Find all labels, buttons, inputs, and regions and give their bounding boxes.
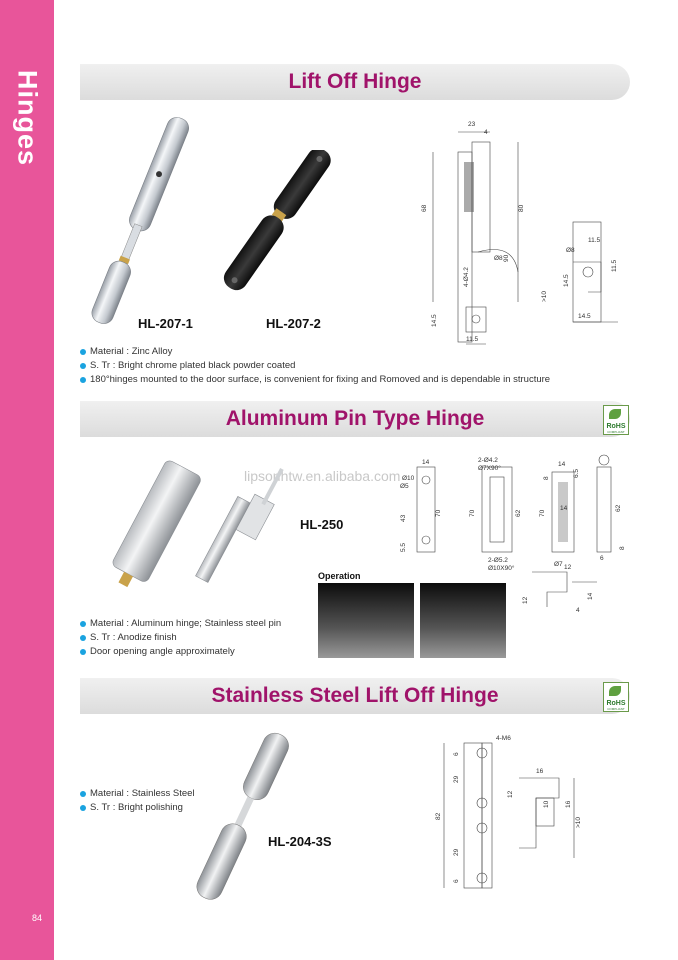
section-title: Lift Off Hinge (288, 70, 422, 93)
spec-item: Door opening angle approximately (80, 645, 281, 659)
svg-text:70: 70 (469, 509, 476, 517)
svg-text:14.5: 14.5 (563, 274, 570, 287)
svg-text:11.5: 11.5 (611, 259, 618, 272)
watermark: lipsonhtw.en.alibaba.com (244, 468, 401, 484)
svg-text:Ø8: Ø8 (566, 247, 575, 254)
svg-text:14: 14 (422, 459, 430, 466)
svg-text:90: 90 (503, 254, 510, 262)
svg-text:4: 4 (484, 129, 488, 136)
operation-photo-closed (318, 583, 414, 658)
svg-text:>10: >10 (575, 816, 582, 828)
svg-text:2-Ø4.2: 2-Ø4.2 (478, 457, 498, 464)
technical-drawing-lift-off (418, 112, 638, 352)
model-label-hl-250: HL-250 (300, 517, 344, 532)
svg-text:5.5: 5.5 (400, 542, 407, 552)
svg-text:Ø7: Ø7 (554, 561, 563, 568)
leaf-icon (609, 686, 621, 696)
section-title: Stainless Steel Lift Off Hinge (211, 684, 499, 707)
leaf-icon (609, 409, 621, 419)
svg-text:6: 6 (453, 879, 460, 883)
svg-text:>10: >10 (541, 290, 548, 302)
section-bar-stainless (80, 678, 630, 714)
svg-text:14: 14 (558, 461, 566, 468)
svg-text:14.5: 14.5 (578, 313, 591, 320)
svg-text:11.5: 11.5 (588, 237, 601, 244)
category-title: Hinges (12, 69, 43, 167)
product-image-hl-250 (92, 450, 292, 620)
svg-text:14: 14 (560, 505, 568, 512)
section-bar-aluminum-pin (80, 401, 630, 437)
svg-text:8: 8 (619, 546, 626, 550)
svg-text:6.5: 6.5 (573, 468, 580, 478)
model-label-hl-207-1: HL-207-1 (138, 316, 193, 331)
product-image-hl-204-3s (150, 725, 330, 905)
spec-list-lift-off (80, 345, 550, 387)
svg-text:Ø5: Ø5 (400, 483, 409, 490)
svg-text:29: 29 (453, 775, 460, 783)
spec-item: S. Tr : Anodize finish (80, 631, 281, 645)
svg-text:6: 6 (453, 752, 460, 756)
svg-text:29: 29 (453, 848, 460, 856)
rohs-badge: RoHS COMPLIANT (603, 682, 629, 712)
svg-text:23: 23 (468, 121, 476, 128)
svg-text:4-Ø4.2: 4-Ø4.2 (463, 267, 470, 287)
spec-item: Material : Aluminum hinge; Stainless steel pin (80, 617, 281, 631)
svg-text:62: 62 (615, 504, 622, 512)
svg-text:80: 80 (518, 204, 525, 212)
svg-text:43: 43 (400, 514, 407, 522)
page-number: 84 (32, 913, 43, 923)
svg-text:8: 8 (543, 476, 550, 480)
operation-label: Operation (318, 571, 361, 581)
technical-drawing-stainless (424, 728, 604, 893)
svg-text:12: 12 (522, 596, 529, 604)
svg-text:10: 10 (543, 800, 550, 808)
svg-text:Ø7X90°: Ø7X90° (478, 465, 501, 472)
rohs-badge: RoHS COMPLIANT (603, 405, 629, 435)
svg-text:14: 14 (587, 592, 594, 600)
svg-text:2-Ø5.2: 2-Ø5.2 (488, 557, 508, 564)
svg-text:4: 4 (576, 607, 580, 612)
svg-text:70: 70 (435, 509, 442, 517)
svg-text:Ø10X90°: Ø10X90° (488, 565, 515, 572)
spec-list-aluminum-pin (80, 617, 281, 659)
section-title: Aluminum Pin Type Hinge (225, 407, 485, 430)
operation-photo-open (420, 583, 506, 658)
spec-item: Material : Zinc Alloy (80, 345, 550, 359)
svg-text:16: 16 (536, 768, 544, 775)
svg-text:12: 12 (507, 790, 514, 798)
svg-text:6: 6 (600, 555, 604, 562)
svg-text:16: 16 (565, 800, 572, 808)
svg-text:70: 70 (539, 509, 546, 517)
spec-item: 180°hinges mounted to the door surface, is convenient for fixing and Romoved and is dependable in structure (80, 373, 550, 387)
model-label-hl-204-3s: HL-204-3S (268, 834, 332, 849)
spec-item: S. Tr : Bright polishing (80, 801, 195, 815)
model-label-hl-207-2: HL-207-2 (266, 316, 321, 331)
svg-text:Ø8: Ø8 (494, 255, 503, 262)
svg-text:Ø10: Ø10 (402, 475, 415, 482)
svg-text:62: 62 (515, 509, 522, 517)
svg-text:68: 68 (421, 204, 428, 212)
section-bar-lift-off (80, 64, 630, 100)
product-image-hl-207-2 (218, 150, 348, 300)
svg-text:11.5: 11.5 (466, 336, 479, 343)
svg-text:4-M6: 4-M6 (496, 735, 511, 742)
svg-text:14.5: 14.5 (431, 314, 438, 327)
svg-text:12: 12 (564, 564, 572, 571)
svg-text:82: 82 (435, 812, 442, 820)
spec-item: Material : Stainless Steel (80, 787, 195, 801)
product-image-hl-207-1 (84, 112, 204, 332)
spec-item: S. Tr : Bright chrome plated black powder coated (80, 359, 550, 373)
